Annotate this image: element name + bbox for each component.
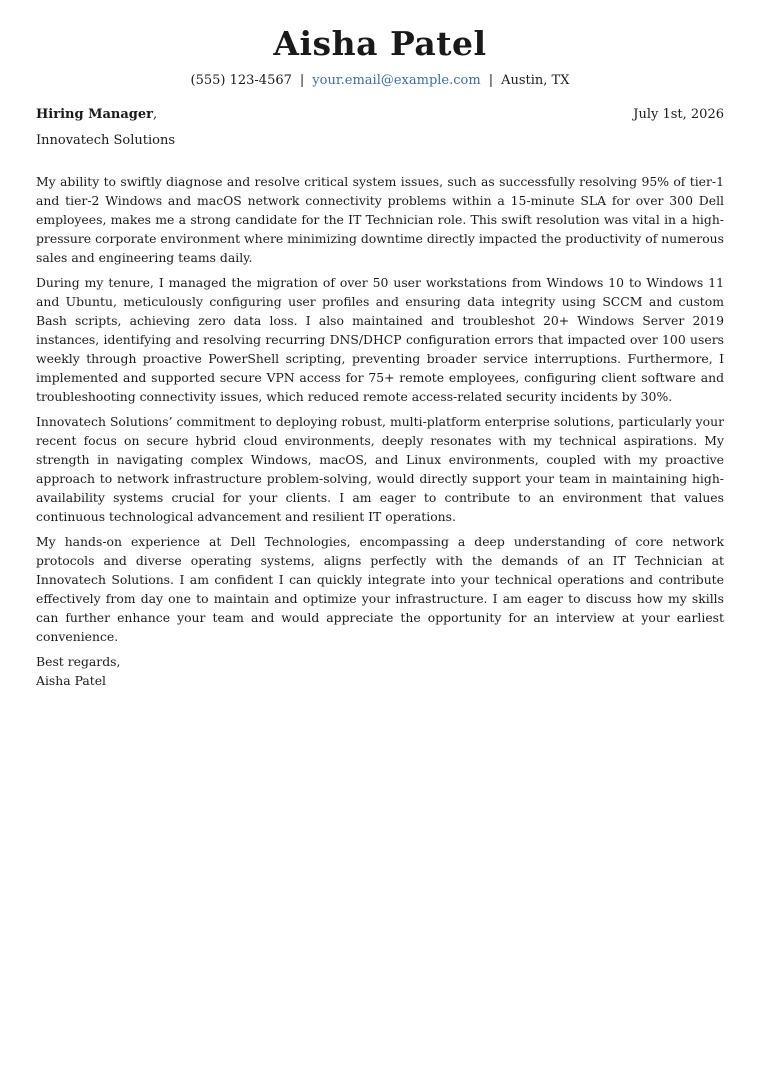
body-paragraph: Innovatech Solutions’ commitment to deploying robust, multi-platform enterprise solutions, particularly your recent focus on secure hybrid cloud environments, deeply resonates with my technical aspirations. My strength in navigating complex Windows, macOS, and Linux environments, coupled with my proactive approach to network infrastructure problem-solving, would directly support your team in maintaining high-availability systems crucial for your clients. I am eager to contribute to an environment that values continuous technological advancement and resilient IT operations. — [36, 414, 724, 524]
contact-separator: | — [299, 73, 305, 88]
letter-date: July 1st, 2026 — [633, 107, 724, 122]
recipient-greeting — [36, 106, 157, 124]
contact-line — [36, 72, 724, 90]
location: Austin, TX — [501, 73, 570, 88]
cover-letter-page — [36, 24, 724, 690]
recipient-title: Hiring Manager — [36, 107, 153, 122]
contact-separator: | — [488, 73, 494, 88]
phone-number: (555) 123-4567 — [190, 73, 292, 88]
closing-signature: Aisha Patel — [36, 673, 107, 688]
body-paragraph: My ability to swiftly diagnose and resolve critical system issues, such as successfully resolving 95% of tier-1 and tier-2 Windows and macOS network connectivity problems within a 15-minute SLA for over 300 Dell employees, makes me a strong candidate for the IT Technician role. This swift resolution was vital in a high-pressure corporate environment where minimizing downtime directly impacted the productivity of numerous sales and engineering teams daily. — [36, 174, 724, 265]
recipient-row — [36, 106, 724, 124]
body-paragraph: My hands-on experience at Dell Technologies, encompassing a deep understanding of core network protocols and diverse operating systems, aligns perfectly with the demands of an IT Technician at Innovatech Solutions. I am confident I can quickly integrate into your technical operations and contribute effectively from day one to maintain and optimize your infrastructure. I am eager to discuss how my skills can further enhance your team and would appreciate the opportunity for an interview at your earliest convenience. — [36, 534, 724, 644]
email-link[interactable]: your.email@example.com — [312, 73, 481, 88]
recipient-company: Innovatech Solutions — [36, 133, 176, 148]
applicant-name: Aisha Patel — [273, 24, 487, 63]
letter-closing — [36, 652, 724, 690]
closing-salutation: Best regards, — [36, 654, 121, 669]
body-paragraph: During my tenure, I managed the migration of over 50 user workstations from Windows 10 to Windows 11 and Ubuntu, meticulously configuring user profiles and ensuring data integrity using SCCM and custom Bash scripts, achieving zero data loss. I also maintained and troubleshot 20+ Windows Server 2019 instances, identifying and resolving recurring DNS/DHCP configuration errors that impacted over 100 users weekly through proactive PowerShell scripting, preventing broader service interruptions. Furthermore, I implemented and supported secure VPN access for 75+ remote employees, configuring client software and troubleshooting connectivity issues, which reduced remote access-related security incidents by 30%. — [36, 275, 724, 404]
recipient-title-suffix: , — [152, 107, 158, 122]
letter-body — [36, 172, 724, 646]
